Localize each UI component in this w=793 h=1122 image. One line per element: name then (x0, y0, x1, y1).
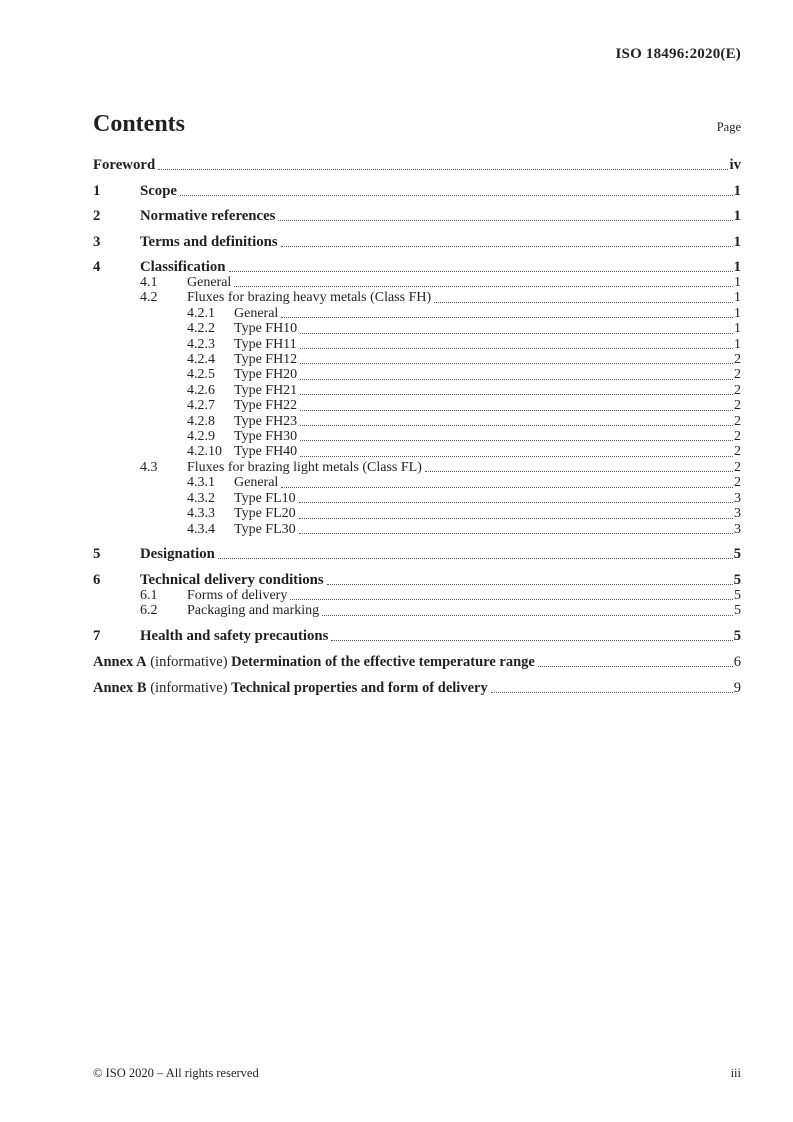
toc-page-number: 1 (733, 182, 741, 199)
toc-entry-4.3[interactable] (93, 460, 741, 475)
toc-entry-number: 4.3.1 (187, 475, 215, 491)
toc-entry-4.2.1[interactable] (93, 306, 741, 321)
contents-section (93, 110, 741, 696)
dotted-leader (281, 316, 733, 318)
toc-entry-number: 4.2.5 (187, 367, 215, 383)
toc-entry-5[interactable] (93, 546, 741, 562)
dotted-leader (331, 639, 732, 641)
toc-page-number: 6 (733, 654, 741, 671)
toc-entry-title: Designation (140, 546, 215, 563)
toc-entry-number: 4.2 (140, 290, 158, 306)
page-footer (93, 1066, 741, 1081)
toc-entry-title: Scope (140, 182, 177, 199)
dotted-leader (300, 439, 733, 441)
toc-entry-7[interactable] (93, 628, 741, 644)
dotted-leader (434, 301, 733, 303)
dotted-leader (425, 470, 733, 472)
toc-entry-title: Forms of delivery (187, 587, 288, 603)
toc-entry-4.3.1[interactable] (93, 475, 741, 490)
dotted-leader (322, 614, 733, 616)
table-of-contents (93, 157, 741, 696)
toc-entry-4.2.7[interactable] (93, 398, 741, 413)
folio-page-number: iii (730, 1066, 741, 1080)
toc-page-number: 2 (734, 367, 741, 383)
toc-entry-annex-b[interactable] (93, 680, 741, 696)
toc-entry-title: General (234, 475, 279, 491)
toc-entry-title: Fluxes for brazing heavy metals (Class FH) (187, 290, 432, 306)
toc-page-number: 5 (734, 587, 741, 603)
toc-entry-4.3.4[interactable] (93, 522, 741, 537)
toc-page-number: 5 (733, 571, 741, 588)
dotted-leader (300, 332, 733, 334)
toc-entry-4.3.3[interactable] (93, 506, 741, 521)
toc-page-number: 5 (733, 628, 741, 645)
toc-entry-number: 4.3.4 (187, 521, 215, 537)
toc-entry-4.2.2[interactable] (93, 321, 741, 336)
toc-entry-title: Type FH40 (234, 444, 298, 460)
toc-page-number: 1 (734, 275, 741, 290)
contents-title: Contents (93, 111, 186, 137)
toc-entry-title: Technical delivery conditions (140, 571, 324, 588)
toc-entry-4.2.5[interactable] (93, 367, 741, 382)
toc-entry-title: Foreword (93, 157, 156, 173)
toc-entry-number: 4.2.9 (187, 429, 215, 445)
dotted-leader (300, 409, 733, 411)
toc-entry-title: Type FL10 (234, 490, 296, 506)
toc-entry-number: 2 (93, 208, 101, 224)
dotted-leader (300, 378, 733, 380)
toc-entry-number: 5 (93, 546, 101, 563)
toc-entry-number: 4.1 (140, 275, 158, 290)
toc-entry-4.3.2[interactable] (93, 491, 741, 506)
toc-page-number: 2 (734, 382, 741, 398)
toc-page-number: 3 (734, 506, 741, 522)
toc-entry-title: Type FH30 (234, 429, 298, 445)
toc-page-number: 1 (733, 233, 741, 250)
toc-page-number: 2 (734, 352, 741, 368)
toc-page-number: 1 (734, 305, 741, 321)
dotted-leader (299, 517, 733, 519)
toc-annex-prefix: Annex A (93, 654, 147, 671)
toc-entry-4.2.9[interactable] (93, 429, 741, 444)
toc-entry-title: Type FH23 (234, 413, 298, 429)
dotted-leader (278, 219, 732, 221)
toc-entry-title: General (234, 305, 279, 321)
toc-page-number: 2 (734, 429, 741, 445)
toc-entry-6[interactable] (93, 572, 741, 588)
toc-entry-title: Packaging and marking (187, 603, 320, 619)
toc-entry-number: 4.2.6 (187, 382, 215, 398)
toc-entry-6.1[interactable] (93, 588, 741, 603)
toc-entry-2[interactable] (93, 208, 741, 224)
dotted-leader (218, 557, 733, 559)
toc-entry-number: 6 (93, 571, 101, 588)
toc-entry-foreword[interactable] (93, 157, 741, 173)
toc-entry-number: 4.2.4 (187, 352, 215, 368)
dotted-leader (300, 393, 733, 395)
toc-entry-4[interactable] (93, 259, 741, 275)
toc-entry-4.2[interactable] (93, 290, 741, 305)
toc-entry-title: Type FH11 (234, 336, 297, 352)
toc-entry-number: 4.2.7 (187, 398, 215, 414)
dotted-leader (180, 194, 733, 196)
toc-entry-title: Normative references (140, 208, 276, 224)
toc-page-number: 2 (734, 413, 741, 429)
toc-annex-note: (informative) (146, 654, 232, 671)
toc-entry-number: 4.3.2 (187, 490, 215, 506)
toc-entry-number: 4.2.10 (187, 444, 222, 460)
copyright-notice: © ISO 2020 – All rights reserved (93, 1066, 259, 1080)
toc-entry-title: Fluxes for brazing light metals (Class FL) (187, 459, 422, 475)
toc-page-number: 2 (734, 459, 741, 475)
toc-page-number: 5 (733, 546, 741, 563)
toc-page-number: 9 (733, 680, 741, 697)
toc-entry-number: 7 (93, 628, 101, 645)
toc-entry-title: Type FL20 (234, 506, 296, 522)
toc-page-number: 2 (734, 475, 741, 491)
dotted-leader (299, 532, 733, 534)
toc-entry-4.1[interactable] (93, 275, 741, 290)
toc-page-number: 5 (734, 603, 741, 619)
toc-page-number: 1 (733, 259, 741, 275)
toc-page-number: 3 (734, 490, 741, 506)
toc-page-number: 3 (734, 521, 741, 537)
toc-page-number: 2 (734, 398, 741, 414)
dotted-leader (300, 455, 733, 457)
document-reference: ISO 18496:2020(E) (615, 46, 741, 62)
toc-entry-number: 6.2 (140, 603, 158, 619)
toc-entry-title: Classification (140, 259, 226, 275)
toc-entry-title: Type FH20 (234, 367, 298, 383)
toc-entry-annex-a[interactable] (93, 654, 741, 670)
toc-entry-title: Type FL30 (234, 521, 296, 537)
toc-page-number: 1 (734, 336, 741, 352)
toc-entry-title: Type FH10 (234, 321, 298, 337)
dotted-leader (290, 598, 733, 600)
toc-page-number: 1 (734, 290, 741, 306)
toc-page-number: 1 (733, 208, 741, 224)
toc-entry-4.2.4[interactable] (93, 352, 741, 367)
toc-entry-title: Type FH21 (234, 382, 298, 398)
toc-page-number: 1 (734, 321, 741, 337)
toc-entry-title: Determination of the effective temperature range (231, 654, 535, 671)
dotted-leader (538, 665, 733, 667)
dotted-leader (281, 486, 733, 488)
toc-entry-4.2.8[interactable] (93, 414, 741, 429)
toc-entry-1[interactable] (93, 183, 741, 199)
toc-entry-number: 6.1 (140, 587, 158, 603)
toc-entry-6.2[interactable] (93, 603, 741, 618)
toc-entry-number: 4 (93, 259, 101, 275)
toc-entry-number: 3 (93, 233, 101, 250)
dotted-leader (300, 362, 733, 364)
dotted-leader (234, 285, 733, 287)
toc-annex-prefix: Annex B (93, 680, 147, 697)
toc-entry-title: Health and safety precautions (140, 628, 329, 645)
toc-entry-title: Type FH22 (234, 398, 298, 414)
toc-entry-title: General (187, 275, 232, 290)
toc-entry-number: 4.2.1 (187, 305, 215, 321)
toc-entry-title: Terms and definitions (140, 233, 278, 250)
dotted-leader (300, 347, 733, 349)
dotted-leader (158, 168, 728, 170)
toc-entry-number: 4.2.8 (187, 413, 215, 429)
toc-entry-number: 4.3 (140, 459, 158, 475)
dotted-leader (491, 691, 733, 693)
dotted-leader (281, 245, 733, 247)
toc-entry-number: 4.3.3 (187, 506, 215, 522)
toc-entry-title: Technical properties and form of delivery (231, 680, 488, 697)
dotted-leader (299, 501, 733, 503)
toc-page-number: 2 (734, 444, 741, 460)
dotted-leader (327, 583, 733, 585)
contents-header (93, 110, 741, 138)
toc-page-number: iv (729, 157, 741, 173)
toc-entry-4.2.6[interactable] (93, 383, 741, 398)
dotted-leader (229, 270, 733, 272)
toc-entry-title: Type FH12 (234, 352, 298, 368)
toc-annex-note: (informative) (146, 680, 232, 697)
toc-entry-3[interactable] (93, 234, 741, 250)
toc-entry-number: 4.2.2 (187, 321, 215, 337)
toc-entry-4.2.3[interactable] (93, 337, 741, 352)
toc-entry-number: 4.2.3 (187, 336, 215, 352)
page-column-label: Page (716, 120, 741, 134)
toc-entry-number: 1 (93, 182, 101, 199)
toc-entry-4.2.10[interactable] (93, 444, 741, 459)
dotted-leader (300, 424, 733, 426)
